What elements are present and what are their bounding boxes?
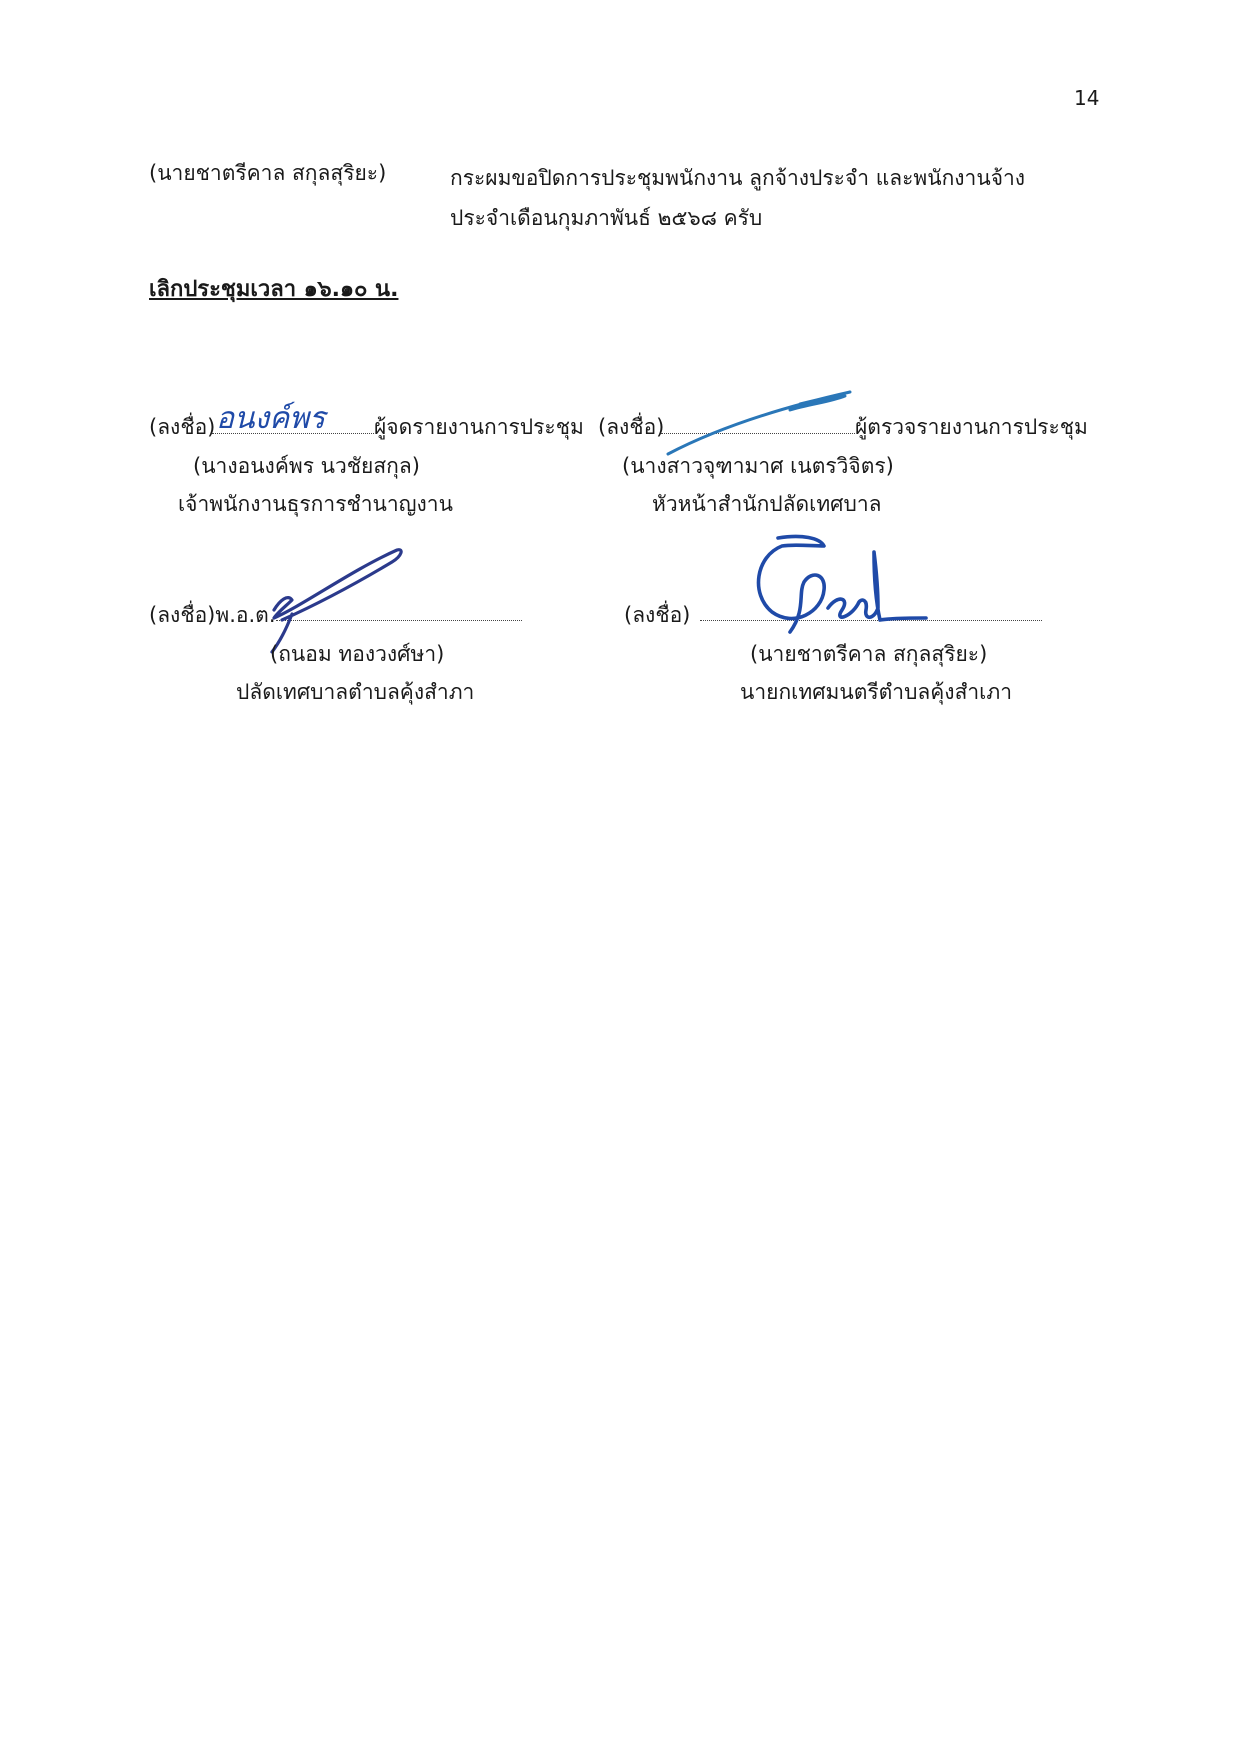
reporter-role: ผู้จดรายงานการประชุม bbox=[374, 415, 584, 439]
mayor-position: นายกเทศมนตรีตำบลคุ้งสำเภา bbox=[740, 680, 1012, 704]
mayor-name: (นายชาตรีคาล สกุลสุริยะ) bbox=[750, 642, 988, 666]
reporter-name: (นางอนงค์พร นวชัยสกุล) bbox=[193, 454, 420, 478]
mayor-signature bbox=[742, 528, 932, 638]
speaker-name: (นายชาตรีคาล สกุลสุริยะ) bbox=[149, 161, 387, 185]
closing-speech-line2: ประจำเดือนกุมภาพันธ์ ๒๕๖๘ ครับ bbox=[450, 206, 763, 230]
reviewer-position: หัวหน้าสำนักปลัดเทศบาล bbox=[652, 492, 882, 516]
clerk-position: ปลัดเทศบาลตำบลคุ้งสำภา bbox=[236, 680, 475, 704]
page-number: 14 bbox=[1074, 86, 1100, 110]
closing-speech-line1: กระผมขอปิดการประชุมพนักงาน ลูกจ้างประจำ และพนักงานจ้าง bbox=[450, 166, 1026, 190]
reviewer-name: (นางสาวจุฑามาศ เนตรวิจิตร) bbox=[622, 454, 894, 478]
reviewer-sign-label: (ลงชื่อ) bbox=[598, 415, 665, 439]
reporter-signature bbox=[214, 398, 384, 438]
clerk-sign-label: (ลงชื่อ)พ.อ.ต. bbox=[149, 603, 276, 627]
reporter-signature-text: อนงค์พร bbox=[216, 401, 326, 436]
reviewer-role: ผู้ตรวจรายงานการประชุม bbox=[855, 415, 1088, 439]
adjourn-time: เลิกประชุมเวลา ๑๖.๑๐ น. bbox=[149, 277, 399, 302]
mayor-sign-label: (ลงชื่อ) bbox=[624, 603, 691, 627]
reporter-sign-label: (ลงชื่อ) bbox=[149, 415, 216, 439]
closing-speech bbox=[450, 158, 1090, 238]
clerk-name: (ถนอม ทองวงศ์ษา) bbox=[270, 642, 445, 666]
reviewer-signature bbox=[660, 382, 870, 462]
reporter-position: เจ้าพนักงานธุรการชำนาญงาน bbox=[178, 492, 453, 516]
